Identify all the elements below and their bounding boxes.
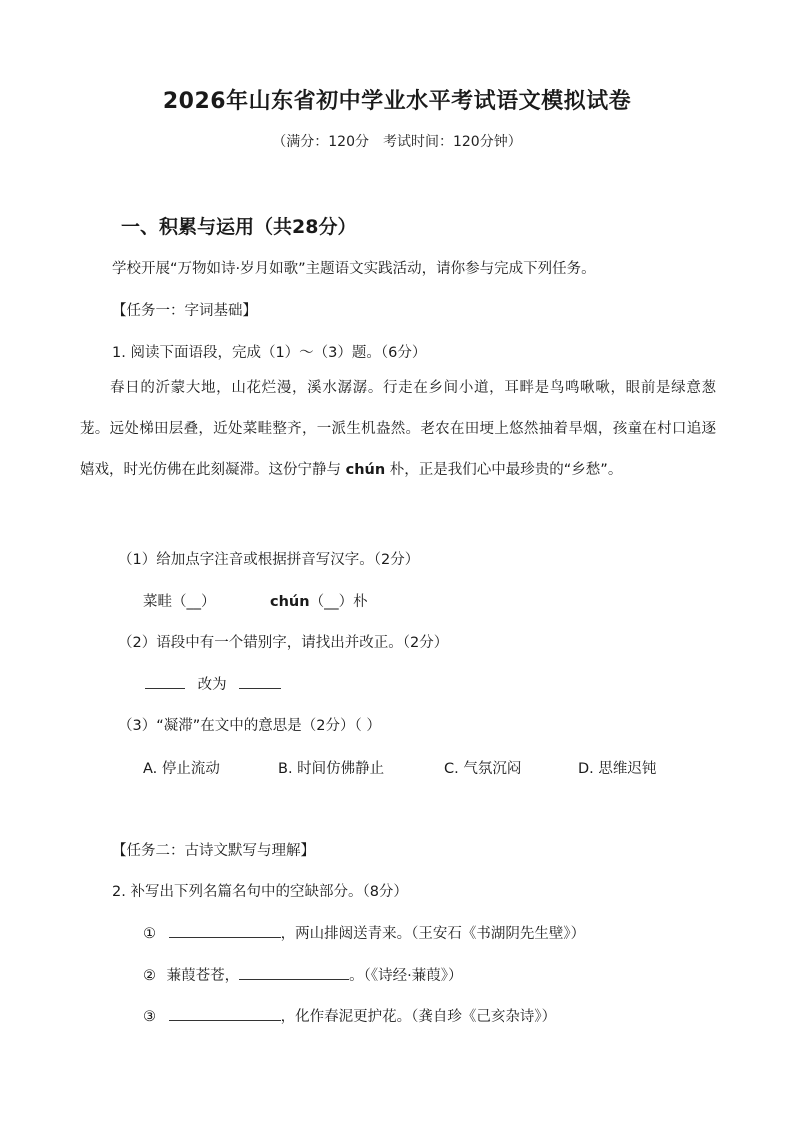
option-d[interactable]: D. 思维迟钝 xyxy=(578,761,657,777)
option-c[interactable]: C. 气氛沉闷 xyxy=(444,761,522,777)
page-title: 2026年山东省初中学业水平考试语文模拟试卷 xyxy=(162,89,632,114)
change-to-label: 改为 xyxy=(197,677,227,693)
poem-number: ① xyxy=(143,926,156,942)
poem-blank[interactable] xyxy=(169,1006,281,1021)
sub1-item-a: 菜畦（__） xyxy=(143,594,216,610)
sub1-item-b xyxy=(270,590,368,611)
poem-number: ② xyxy=(143,968,156,984)
option-a[interactable]: A. 停止流动 xyxy=(143,761,220,777)
poem-blank[interactable] xyxy=(169,923,281,938)
poem-text-before: 蒹葭苍苍， xyxy=(166,968,240,984)
poem-number: ③ xyxy=(143,1009,156,1025)
reading-passage xyxy=(80,368,716,491)
poem-line-1 xyxy=(143,922,585,943)
passage-pinyin: chún xyxy=(345,462,386,478)
question-2: 2. 补写出下列名篇名句中的空缺部分。（8分） xyxy=(112,884,408,900)
section-heading: 一、积累与运用（共28分） xyxy=(121,216,357,238)
sub-question-2: （2）语段中有一个错别字，请找出并改正。（2分） xyxy=(118,635,449,651)
question-1: 1. 阅读下面语段，完成（1）～（3）题。（6分） xyxy=(112,345,427,361)
correct-char-blank[interactable] xyxy=(239,674,281,689)
wrong-char-blank[interactable] xyxy=(145,674,185,689)
poem-line-3 xyxy=(143,1005,556,1026)
sub1-item-b-rest: （__）朴 xyxy=(309,594,368,610)
poem-text: ，两山排闼送青来。（王安石《书湖阴先生壁》） xyxy=(280,926,586,942)
intro-text: 学校开展“万物如诗·岁月如歌”主题语文实践活动，请你参与完成下列任务。 xyxy=(112,261,596,277)
sub-question-1: （1）给加点字注音或根据拼音写汉字。（2分） xyxy=(118,552,420,568)
poem-blank[interactable] xyxy=(239,965,349,980)
poem-line-2 xyxy=(143,964,462,985)
sub-question-3: （3）“凝滞”在文中的意思是（2分）（ ） xyxy=(118,718,381,734)
poem-text: ，化作春泥更护花。（龚自珍《己亥杂诗》） xyxy=(280,1009,557,1025)
task-one-heading: 【任务一：字词基础】 xyxy=(112,303,257,319)
poem-text: 。（《诗经·蒹葭》） xyxy=(349,968,463,984)
correction-line xyxy=(145,673,281,694)
passage-part2: 朴，正是我们心中最珍贵的“乡愁”。 xyxy=(385,462,623,478)
exam-info: （满分：120分 考试时间：120分钟） xyxy=(272,134,522,150)
task-two-heading: 【任务二：古诗文默写与理解】 xyxy=(112,843,315,859)
passage-part1: 春日的沂蒙大地，山花烂漫，溪水潺潺。行走在乡间小道，耳畔是鸟鸣啾啾，眼前是绿意葱茏。远处梯田层叠，近处菜畦整齐，一派生机盎然。老农在田埂上悠然抽着旱烟，孩童在村口追逐嬉戏，时光仿佛在此刻凝滞。这份宁静与 xyxy=(80,380,716,478)
option-b[interactable]: B. 时间仿佛静止 xyxy=(278,761,385,777)
sub1-pinyin: chún xyxy=(270,594,310,610)
